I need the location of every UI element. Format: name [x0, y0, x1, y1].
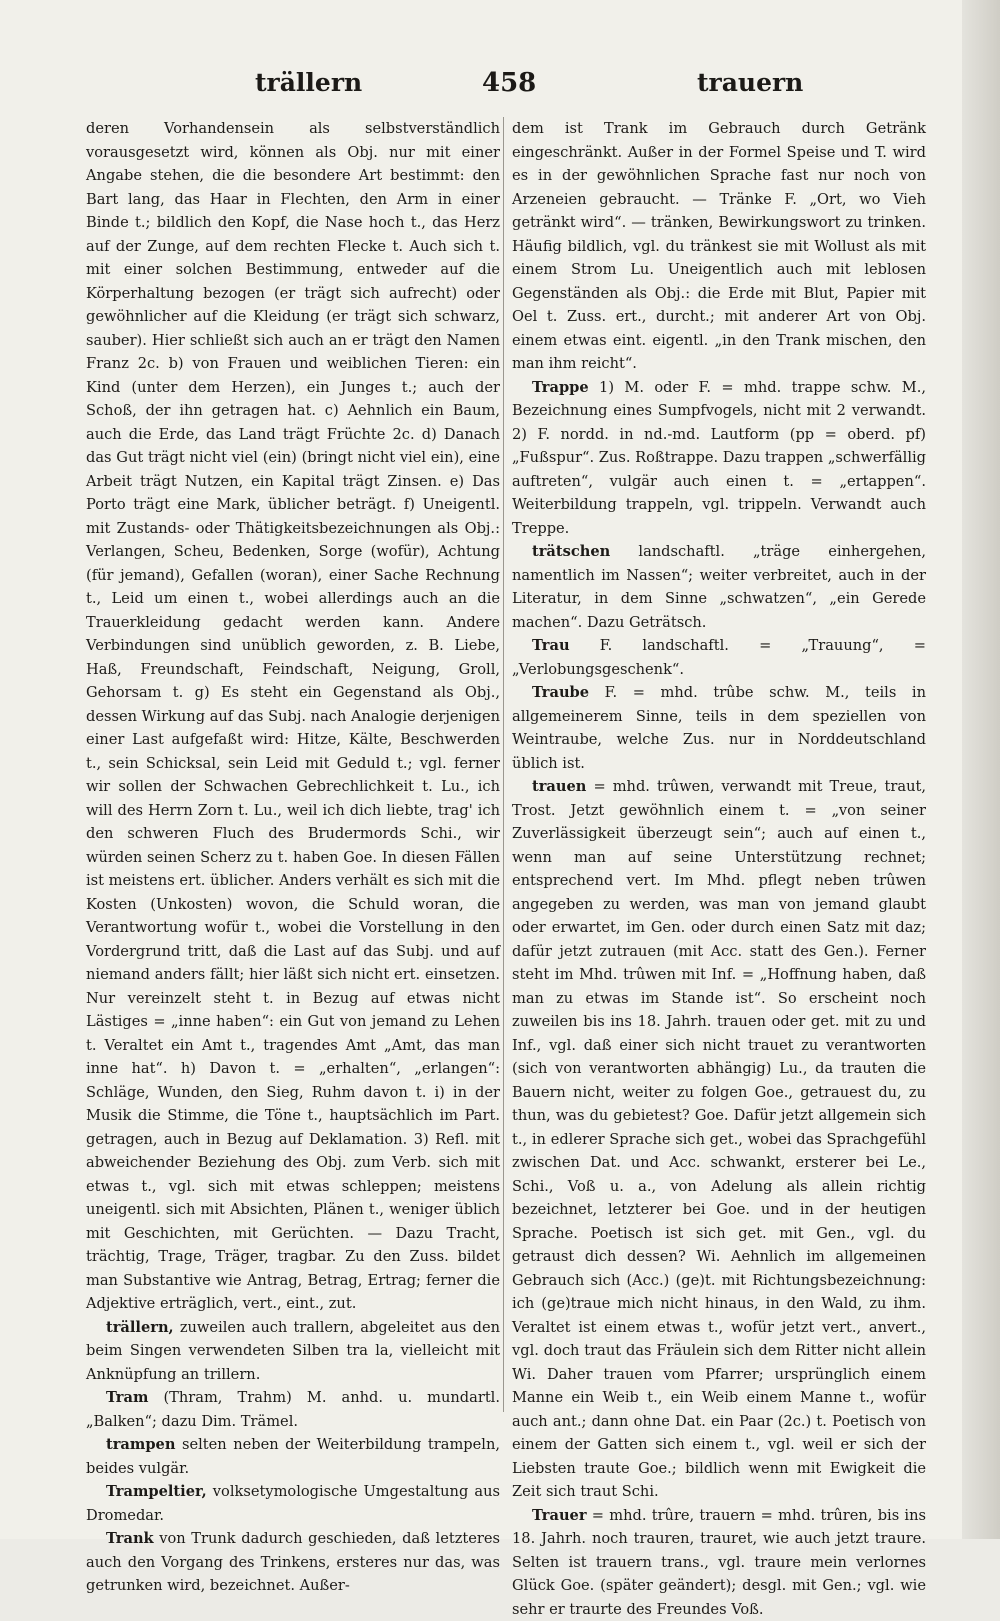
page-number: 458	[482, 68, 536, 98]
column-divider	[503, 117, 504, 1412]
lemma: Trau	[532, 637, 570, 654]
lemma: trätschen	[532, 543, 610, 560]
entry-trampen	[86, 1433, 500, 1480]
entry-text: von Trunk dadurch geschieden, daß letzteres auch den Vorgang des Trinkens, ersteres nur das, was getrunken wird, bezeichnet. Außer-	[86, 1530, 500, 1594]
entry-trappe	[512, 376, 926, 541]
entry-text: zuweilen auch trallern, abgeleitet aus den beim Singen verwendeten Silben tra la, vielleicht mit Anknüpfung an trillern.	[86, 1319, 500, 1383]
lemma: trauen	[532, 778, 586, 795]
page-edge-shadow	[962, 0, 1000, 1539]
lemma: Trauer	[532, 1507, 587, 1524]
running-header	[80, 68, 960, 102]
entry-tram	[86, 1386, 500, 1433]
entry-traellern	[86, 1316, 500, 1387]
entry-trauer	[512, 1504, 926, 1621]
lemma: Trappe	[532, 379, 589, 396]
entry-text: selten neben der Weiterbildung trampeln, beides vulgär.	[86, 1436, 500, 1477]
entry-text: volksetymologische Umgestaltung aus Dromedar.	[86, 1483, 500, 1524]
entry-text: F. landschaftl. = „Trauung“, = „Verlobungsgeschenk“.	[512, 637, 926, 678]
lemma: Tram	[106, 1389, 148, 1406]
entry-traube	[512, 681, 926, 775]
entry-text: landschaftl. „träge einhergehen, namentlich im Nassen“; weiter verbreitet, auch in der Literatur, in dem Sinne „schwatzen“, „ein Gerede machen“. Dazu Geträtsch.	[512, 543, 926, 631]
right-headword: trauern	[697, 68, 803, 97]
continued-entry-text: dem ist Trank im Gebrauch durch Getränk eingeschränkt. Außer in der Formel Speise und T. wird es in der gewöhnlichen Sprache fast nur noch von Arzeneien gebraucht. — Tränke F. „Ort, wo Vieh getränkt wird“. — tränken, Bewirkungswort zu trinken. Häufig bildlich, vgl. du tränkest sie mit Wollust als mit einem Strom Lu. Uneigentlich auch mit leblosen Gegenständen als Obj.: die Erde mit Blut, Papier mit Oel t. Zuss. ert., durcht.; mit anderer Art von Obj. einem etwas eint. eigentl. „in den Trank mischen, den man ihm reicht“.	[512, 117, 926, 376]
lemma: trampen	[106, 1436, 175, 1453]
entry-traetschen	[512, 540, 926, 634]
entry-trauen	[512, 775, 926, 1504]
left-column	[86, 117, 500, 1412]
entry-text: (Thram, Trahm) M. anhd. u. mundartl. „Balken“; dazu Dim. Trämel.	[86, 1389, 500, 1430]
left-headword: trällern	[255, 68, 362, 97]
entry-trau	[512, 634, 926, 681]
entry-text: = mhd. trûwen, verwandt mit Treue, traut, Trost. Jetzt gewöhnlich einem t. = „von seiner Zuverlässigkeit überzeugt sein“; auch auf einen t., wenn man auf seine Unterstützung rechnet; entsprechend vert. Im Mhd. pflegt neben trûwen angegeben zu werden, was man von jemand glaubt oder erwartet, im Gen. oder durch einen Satz mit daz; dafür jetzt zutrauen (mit Acc. statt des Gen.). Ferner steht im Mhd. trûwen mit Inf. = „Hoffnung haben, daß man zu etwas im Stande ist“. So erscheint noch zuweilen bis ins 18. Jahrh. trauen oder get. mit zu und Inf., vgl. daß einer sich nicht trauet zu verantworten (sich von verantworten abhängig) Lu., da trauten die Bauern nicht, weiter zu folgen Goe., getrauest du, zu thun, was du gebietest? Goe. Dafür jetzt allgemein sich t., in edlerer Sprache sich get., wobei das Sprachgefühl zwischen Dat. und Acc. schwankt, ersterer bei Le., Schi., Voß u. a., von Adelung als allein richtig bezeichnet, letzterer bei Goe. und in der heutigen Sprache. Poetisch ist sich get. mit Gen., vgl. du getraust dich dessen? Wi. Aehnlich im allgemeinen Gebrauch sich (Acc.) (ge)t. mit Richtungsbezeichnung: ich (ge)traue mich nicht hinaus, in den Wald, zu ihm. Veraltet ist einem etwas t., wofür jetzt vert., anvert., vgl. doch traut das Fräulein sich dem Ritter nicht allein Wi. Daher trauen vom Pfarrer; ursprünglich einem Manne ein Weib t., ein Weib einem Manne t., wofür auch ant.; dann ohne Dat. ein Paar (2c.) t. Poetisch von einem der Gatten sich einem t., vgl. weil er sich der Liebsten traute Goe.; bildlich wenn mit Ewigkeit die Zeit sich traut Schi.	[512, 778, 926, 1500]
entry-trampeltier	[86, 1480, 500, 1527]
entry-text: F. = mhd. trûbe schw. M., teils in allgemeinerem Sinne, teils in dem speziellen von Weintraube, welche Zus. nur in Norddeutschland üblich ist.	[512, 684, 926, 772]
lemma: trällern,	[106, 1319, 174, 1336]
continued-entry-text: deren Vorhandensein als selbstverständlich vorausgesetzt wird, können als Obj. nur mit einer Angabe stehen, die die besondere Art bestimmt: den Bart lang, das Haar in Flechten, den Arm in einer Binde t.; bildlich den Kopf, die Nase hoch t., das Herz auf der Zunge, auf dem rechten Flecke t. Auch sich t. mit einer solchen Bestimmung, entweder auf die Körperhaltung bezogen (er trägt sich aufrecht) oder gewöhnlicher auf die Kleidung (er trägt sich schwarz, sauber). Hier schließt sich auch an er trägt den Namen Franz 2c. b) von Frauen und weiblichen Tieren: ein Kind (unter dem Herzen), ein Junges t.; auch der Schoß, der ihn getragen hat. c) Aehnlich ein Baum, auch die Erde, das Land trägt Früchte 2c. d) Danach das Gut trägt nicht viel (ein) (bringt nicht viel ein), eine Arbeit trägt Nutzen, ein Kapital trägt Zinsen. e) Das Porto trägt eine Mark, üblicher beträgt. f) Uneigentl. mit Zustands- oder Thätigkeitsbezeichnungen als Obj.: Verlangen, Scheu, Bedenken, Sorge (wofür), Achtung (für jemand), Gefallen (woran), einer Sache Rechnung t., Leid um einen t., wobei allerdings auch an die Trauerkleidung gedacht werden kann. Andere Verbindungen sind unüblich geworden, z. B. Liebe, Haß, Freundschaft, Feindschaft, Neigung, Groll, Gehorsam t. g) Es steht ein Gegenstand als Obj., dessen Wirkung auf das Subj. nach Analogie derjenigen einer Last aufgefaßt wird: Hitze, Kälte, Beschwerden t., sein Schicksal, sein Leid mit Geduld t.; vgl. ferner wir sollen der Schwachen Gebrechlichkeit t. Lu., ich will des Herrn Zorn t. Lu., weil ich dich liebte, trag' ich den schweren Fluch des Brudermords Schi., wir würden seinen Scherz zu t. haben Goe. In diesen Fällen ist meistens ert. üblicher. Anders verhält es sich mit die Kosten (Unkosten) wovon, die Schuld woran, die Verantwortung wofür t., wobei die Vorstellung in den Vordergrund tritt, daß die Last auf das Subj. und auf niemand anders fällt; hier läßt sich nicht ert. einsetzen. Nur vereinzelt steht t. in Bezug auf etwas nicht Lästiges = „inne haben“: ein Gut von jemand zu Lehen t. Veraltet ein Amt t., tragendes Amt „Amt, das man inne hat“. h) Davon t. = „erhalten“, „erlangen“: Schläge, Wunden, den Sieg, Ruhm davon t. i) in der Musik die Stimme, die Töne t., hauptsächlich im Part. getragen, auch in Bezug auf Deklamation. 3) Refl. mit abweichender Beziehung des Obj. zum Verb. sich mit etwas t., vgl. sich mit etwas schleppen; meistens uneigentl. sich mit Absichten, Plänen t., weniger üblich mit Geschichten, mit Gerüchten. — Dazu Tracht, trächtig, Trage, Träger, tragbar. Zu den Zuss. bildet man Substantive wie Antrag, Betrag, Ertrag; ferner die Adjektive erträglich, vert., eint., zut.	[86, 117, 500, 1316]
lemma: Trampeltier,	[106, 1483, 207, 1500]
entry-text: = mhd. trûre, trauern = mhd. trûren, bis ins 18. Jahrh. noch trauren, trauret, wie auch jetzt traure. Selten ist trauern trans., vgl. traure mein verlornes Glück Goe. (später geändert); desgl. mit Gen.; vgl. wie sehr er traurte des Freundes Voß.	[512, 1507, 926, 1618]
right-column	[512, 117, 926, 1412]
entry-text: 1) M. oder F. = mhd. trappe schw. M., Bezeichnung eines Sumpfvogels, nicht mit 2 verwandt. 2) F. nordd. in nd.-md. Lautform (pp = oberd. pf) „Fußspur“. Zus. Roßtrappe. Dazu trappen „schwerfällig auftreten“, vulgär auch einen t. = „ertappen“. Weiterbildung trappeln, vgl. trippeln. Verwandt auch Treppe.	[512, 379, 926, 537]
entry-trank	[86, 1527, 500, 1598]
lemma: Traube	[532, 684, 589, 701]
lemma: Trank	[106, 1530, 154, 1547]
